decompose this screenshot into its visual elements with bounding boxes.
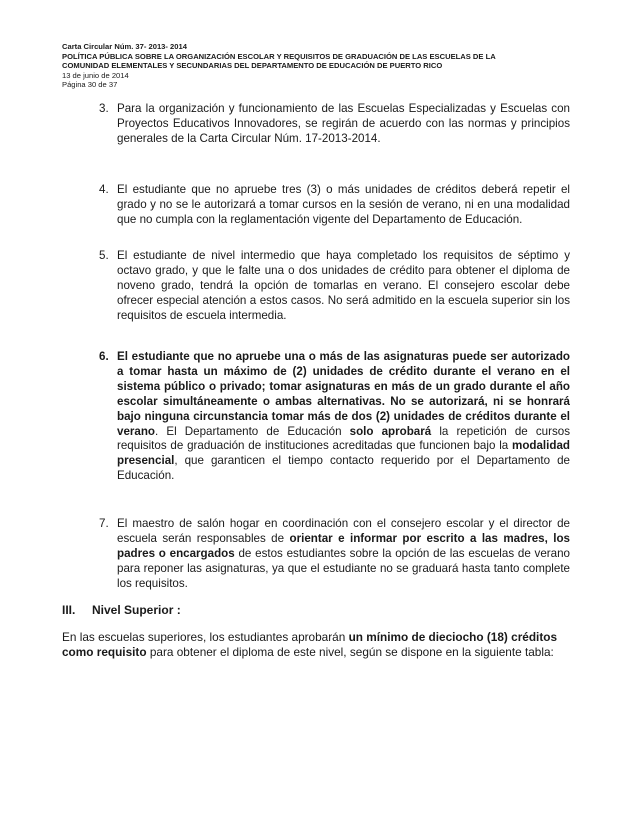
list-item-bold-text: solo aprobará: [349, 424, 432, 438]
list-item-6: [99, 350, 570, 484]
header-circular-number: Carta Circular Núm. 37- 2013- 2014: [62, 42, 187, 51]
list-item-text: , que garanticen el tiempo contacto requerido por el Departamento de Educación.: [117, 454, 570, 483]
list-item-text: Para la organización y funcionamiento de las Escuelas Especializadas y Escuelas con Proyectos Educativos Innovadores, se regirán de acuerdo con las normas y principios generales de la Carta Circular Núm. 17-2013-2014.: [117, 102, 570, 145]
list-item-5: [99, 249, 570, 324]
list-item-number: 4.: [99, 183, 109, 196]
list-item-3: [99, 102, 570, 147]
paragraph-text: para obtener el diploma de este nivel, según se dispone en la siguiente tabla:: [146, 645, 554, 659]
page-header: [62, 42, 582, 90]
header-policy-title-line1: POLÍTICA PÚBLICA SOBRE LA ORGANIZACIÓN ESCOLAR Y REQUISITOS DE GRADUACIÓN DE LAS ESCUELAS DE LA: [62, 51, 496, 61]
paragraph-text: En las escuelas superiores, los estudiantes aprobarán: [62, 630, 349, 644]
list-item-text: El estudiante que no apruebe tres (3) o más unidades de créditos deberá repetir el grado y no se le autorizará a tomar cursos en la sesión de verano, ni en una modalidad que no cumpla con la reglamentación vigente del Departamento de Educación.: [117, 183, 570, 226]
list-item-bold-text: modalidad presencial: [117, 439, 570, 468]
list-item-text: de estos estudiantes sobre la opción de las escuelas de verano para reponer las asignaturas, ya que el estudiante no se graduará hasta tanto complete los requisitos.: [117, 546, 570, 590]
list-item-text: . El Departamento de Educación: [155, 424, 350, 438]
list-item-bold-text: orientar e informar por escrito a las madres, los padres o encargados: [117, 531, 570, 560]
list-item-number: 6.: [99, 350, 109, 363]
paragraph-bold-text: un mínimo de dieciocho (18) créditos como requisito: [62, 630, 558, 659]
list-item-4: [99, 183, 570, 228]
section-roman-numeral: III.: [62, 603, 76, 617]
list-item-text: El maestro de salón hogar en coordinación con el consejero escolar y el director de escuela serán responsables de: [117, 517, 570, 545]
list-item-number: 7.: [99, 517, 109, 530]
list-item-7: [99, 517, 570, 592]
header-date: 13 de junio de 2014: [62, 70, 129, 80]
list-item-text: la repetición de cursos requisitos de graduación de instituciones acreditadas que funcionen bajo la: [117, 424, 570, 453]
list-item-number: 3.: [99, 102, 109, 115]
header-page-number: Página 30 de 37: [62, 80, 118, 89]
list-item-text: El estudiante de nivel intermedio que haya completado los requisitos de séptimo y octavo grado, y que le falte una o dos unidades de crédito para obtener el diploma de noveno grado, tendrá la opción de tomarlas en verano. El consejero escolar debe ofrecer especial atención a estos casos. No será admitido en la escuela superior sin los requisitos de escuela intermedia.: [117, 249, 570, 322]
header-policy-title-line2: COMUNIDAD ELEMENTALES Y SECUNDARIAS DEL DEPARTAMENTO DE EDUCACIÓN DE PUERTO RICO: [62, 61, 443, 70]
list-item-number: 5.: [99, 249, 109, 262]
list-item-bold-text: El estudiante que no apruebe una o más de las asignaturas puede ser autorizado a tomar hasta un máximo de (2) unidades de crédito durante el verano en el sistema público o privado; tomar asignaturas en más de un grado durante el año escolar simultáneamente o ambas alternativas. No se autorizará, ni se honrará bajo ninguna circunstancia tomar más de dos (2) unidades de créditos durante el verano: [117, 350, 570, 438]
section-title: Nivel Superior :: [92, 603, 181, 617]
closing-paragraph: [62, 630, 577, 660]
